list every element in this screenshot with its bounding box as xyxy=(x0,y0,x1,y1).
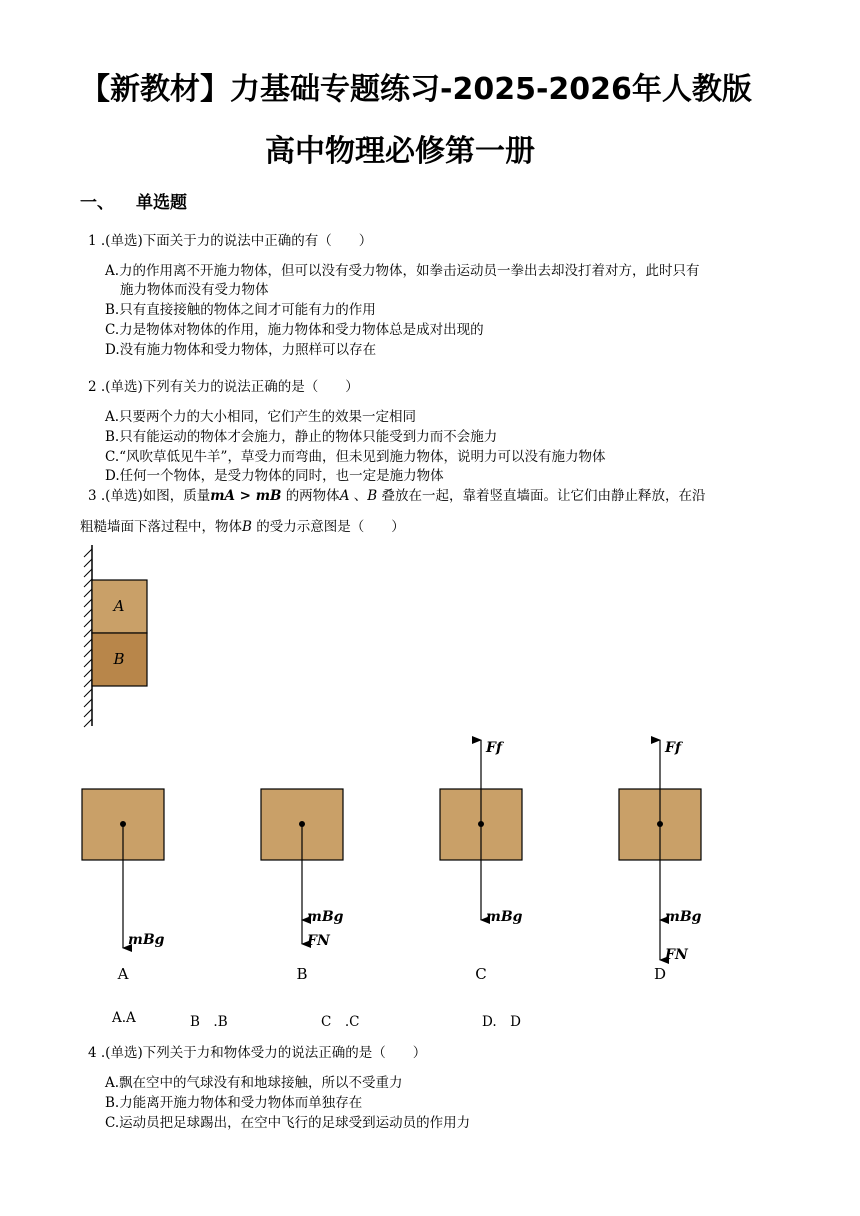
mass-inequality: mA > mB xyxy=(210,488,282,504)
question-3-stem-line2: 粗糙墙面下落过程中，物体B 的受力示意图是（ ） xyxy=(80,519,405,535)
question-3-stem-line1: 3 .(单选)如图，质量mA > mB 的两物体A 、B 叠放在一起，靠着竖直墙面。让它们由静止释放，在沿 xyxy=(88,488,706,504)
section-heading xyxy=(80,188,187,213)
diagram-a xyxy=(82,789,165,983)
diagram-a-gravity-label: mBg xyxy=(128,932,165,948)
q2-option-d: D.任何一个物体，是受力物体的同时，也一定是施力物体 xyxy=(105,468,444,484)
diagram-a-label: A xyxy=(117,965,129,983)
section-label: 单选题 xyxy=(136,193,187,213)
q4-option-b: B.力能离开施力物体和受力物体而单独存在 xyxy=(105,1095,363,1111)
diagram-b-label: B xyxy=(296,965,308,983)
q3-answer-d: D. D xyxy=(482,1014,521,1030)
q3-answer-a: A.A xyxy=(112,1010,136,1026)
force-diagrams xyxy=(0,730,860,990)
q4-option-c: C.运动员把足球踢出，在空中飞行的足球受到运动员的作用力 xyxy=(105,1115,471,1131)
diagram-b-normal-label: FN xyxy=(307,933,330,949)
diagram-d-normal-label: FN xyxy=(665,947,688,963)
document-title-line2: 高中物理必修第一册 xyxy=(265,134,535,169)
diagram-c xyxy=(440,740,523,983)
question-1-stem: 1 .(单选)下面关于力的说法中正确的有（ ） xyxy=(88,233,373,249)
q1-option-a: A.力的作用离不开施力物体，但可以没有受力物体，如拳击运动员一拳出去却没打着对方，此时只有 xyxy=(105,263,700,279)
q2-option-a: A.只要两个力的大小相同，它们产生的效果一定相同 xyxy=(105,409,417,425)
diagram-d-gravity-label: mBg xyxy=(665,909,702,925)
q1-option-a-cont: 施力物体而没有受力物体 xyxy=(120,282,269,298)
section-number: 一、 xyxy=(80,193,114,213)
diagram-b-gravity-label: mBg xyxy=(307,909,344,925)
diagram-c-gravity-label: mBg xyxy=(486,909,523,925)
q1-option-d: D.没有施力物体和受力物体，力照样可以存在 xyxy=(105,342,377,358)
diagram-d xyxy=(619,740,702,983)
q2-option-b: B.只有能运动的物体才会施力，静止的物体只能受到力而不会施力 xyxy=(105,429,498,445)
q4-option-a: A.飘在空中的气球没有和地球接触，所以不受重力 xyxy=(105,1075,403,1091)
q2-option-c: C.“风吹草低见牛羊”，草受力而弯曲，但未见到施力物体，说明力可以没有施力物体 xyxy=(105,449,606,465)
wall-hatching xyxy=(84,549,92,727)
diagram-b xyxy=(261,789,344,983)
diagram-c-friction-label: Ff xyxy=(486,740,502,756)
q3-answer-c: C .C xyxy=(321,1014,360,1030)
question-2-stem: 2 .(单选)下列有关力的说法正确的是（ ） xyxy=(88,379,359,395)
block-b-label: B xyxy=(113,650,125,668)
diagram-d-label: D xyxy=(653,965,667,983)
q3-answer-b: B .B xyxy=(190,1014,228,1030)
wall-blocks-figure xyxy=(80,543,160,728)
question-4-stem: 4 .(单选)下列关于力和物体受力的说法正确的是（ ） xyxy=(88,1045,427,1061)
document-title-line1: 【新教材】力基础专题练习-2025-2026年人教版 xyxy=(80,72,752,107)
diagram-d-friction-label: Ff xyxy=(665,740,681,756)
block-a-label: A xyxy=(113,597,125,615)
q1-option-c: C.力是物体对物体的作用，施力物体和受力物体总是成对出现的 xyxy=(105,322,484,338)
q1-option-b: B.只有直接接触的物体之间才可能有力的作用 xyxy=(105,302,376,318)
diagram-c-label: C xyxy=(475,965,487,983)
